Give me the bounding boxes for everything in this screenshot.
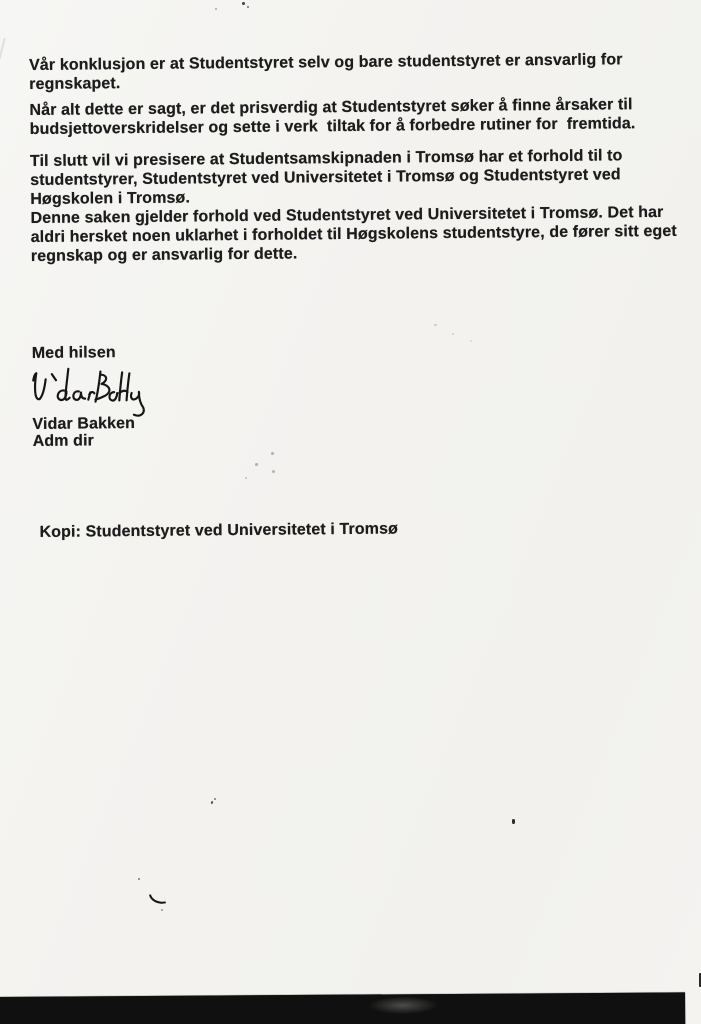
paragraph-line: aldri hersket noen uklarhet i forholdet til Høgskolens studentstyre, de fører sitt eget [30,222,677,247]
dust-speck [255,463,258,466]
paragraph-line: Høgskolen i Tromsø. [30,189,191,209]
paragraph-conclusion [29,50,623,94]
scanner-black-bar [0,992,685,1024]
signatory-name: Vidar Bakken [32,415,136,433]
dust-speck [245,477,247,479]
dust-speck [452,333,454,335]
paragraph-line: Når alt dette er sagt, er det prisverdig at Studentstyret søker å finne årsaker til [29,96,633,120]
paragraph-line: Til slutt vil vi presisere at Studentsamskipnaden i Tromsø har et forhold til to [29,147,623,171]
dust-speck [272,470,275,473]
closing-salutation: Med hilsen [31,344,116,362]
signatory-title: Adm dir [32,432,95,450]
dust-speck [138,878,140,880]
paragraph-clarification [30,146,677,266]
paragraph-line: Vår konklusjon er at Studentstyret selv og bare studentstyret er ansvarlig for [28,51,623,75]
paragraph-line: budsjettoverskridelser og sette i verk tiltak for å forbedre rutiner for fremtida. [29,115,636,139]
paragraph-line: regnskapet. [29,75,121,94]
dust-speck [247,6,249,8]
copy-recipient-line: Kopi: Studentstyret ved Universitetet i Tromsø [39,520,399,541]
paragraph-line: regnskap og er ansvarlig for dette. [30,245,298,266]
dust-speck [470,340,472,342]
paragraph-line: studentstyrer, Studentstyret ved Universitetet i Tromsø og Studentstyret ved [30,166,621,190]
dust-speck [434,324,437,326]
dust-speck [214,798,216,800]
dust-speck [271,452,274,455]
dust-speck [242,2,245,5]
ink-blot [512,819,515,824]
paragraph-praise [29,95,635,139]
dust-speck [161,909,163,911]
dust-speck [215,8,217,10]
paragraph-line: Denne saken gjelder forhold ved Studentstyret ved Universitetet i Tromsø. Det har [30,203,664,228]
